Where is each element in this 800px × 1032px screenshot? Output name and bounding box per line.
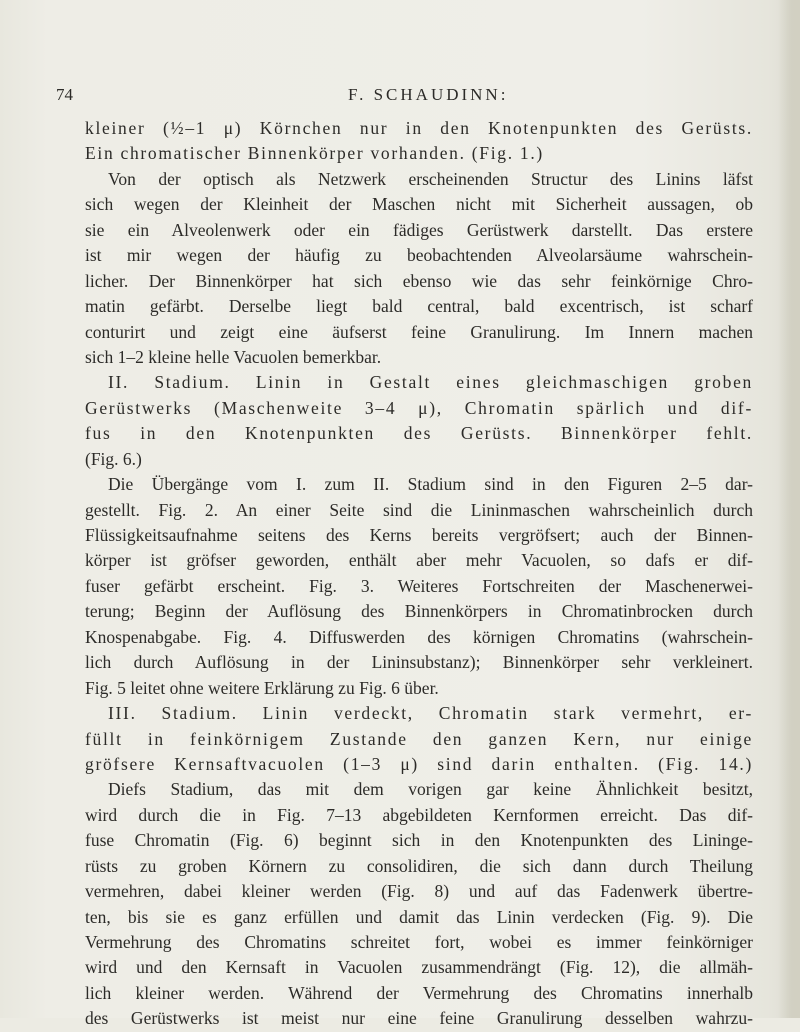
- running-head: F. SCHAUDINN:: [348, 85, 509, 104]
- text-line: des Gerüstwerks ist meist nur eine feine Granulirung desselben wahrzu-: [85, 1008, 753, 1029]
- text-line: Ein chromatischer Binnenkörper vorhanden. (Fig. 1.): [85, 143, 544, 164]
- text-line: terung; Beginn der Auflösung des Binnenkörpers in Chromatinbrocken durch: [85, 601, 753, 622]
- page-edge-shadow: [778, 0, 800, 1018]
- text-line: kleiner (½–1 μ) Körnchen nur in den Knotenpunkten des Gerüsts.: [85, 118, 753, 138]
- text-line: sie ein Alveolenwerk oder ein fädiges Gerüstwerk darstellt. Das erstere: [85, 219, 753, 240]
- text-line: Flüssigkeitsaufnahme seitens des Kerns bereits vergröfsert; auch der Binnen-: [85, 525, 753, 545]
- text-line: Diefs Stadium, das mit dem vorigen gar keine Ähnlichkeit besitzt,: [108, 779, 753, 800]
- text-line: Knospenabgabe. Fig. 4. Diffuswerden des körnigen Chromatins (wahrschein-: [85, 626, 753, 647]
- text-line: fuser gefärbt erscheint. Fig. 3. Weiteres Fortschreiten der Maschenerwei-: [85, 575, 753, 596]
- text-line: füllt in feinkörnigem Zustande den ganzen Kern, nur einige: [85, 728, 753, 749]
- text-line: gestellt. Fig. 2. An einer Seite sind die Lininmaschen wahrscheinlich durch: [85, 499, 753, 520]
- body-text: [85, 116, 753, 1032]
- text-line: sich 1–2 kleine helle Vacuolen bemerkbar.: [85, 346, 382, 367]
- text-line: wird durch die in Fig. 7–13 abgebildeten Kernformen erreicht. Das dif-: [85, 804, 753, 825]
- text-line: conturirt und zeigt eine äufserst feine Granulirung. Im Innern machen: [85, 321, 753, 342]
- text-line: Von der optisch als Netzwerk erscheinenden Structur des Linins läfst: [108, 168, 753, 189]
- text-line: ten, bis sie es ganz erfüllen und damit das Linin verdecken (Fig. 9). Die: [85, 906, 753, 927]
- text-line: sich wegen der Kleinheit der Maschen nicht mit Sicherheit aussagen, ob: [85, 194, 753, 215]
- text-line: Gerüstwerks (Maschenweite 3–4 μ), Chromatin spärlich und dif-: [85, 397, 753, 418]
- text-line: licher. Der Binnenkörper hat sich ebenso wie das sehr feinkörnige Chro-: [85, 270, 753, 291]
- text-line: fuse Chromatin (Fig. 6) beginnt sich in den Knotenpunkten des Lininge-: [85, 830, 753, 851]
- text-line: vermehren, dabei kleiner werden (Fig. 8) und auf das Fadenwerk übertre-: [85, 881, 753, 902]
- text-line: matin gefärbt. Derselbe liegt bald central, bald excentrisch, ist scharf: [85, 296, 753, 317]
- text-line: gröfsere Kernsaftvacuolen (1–3 μ) sind darin enthalten. (Fig. 14.): [85, 753, 753, 774]
- page-header: [56, 85, 756, 107]
- text-line: Vermehrung des Chromatins schreitet fort, wobei es immer feinkörniger: [85, 932, 753, 952]
- text-line: ist mir wegen der häufig zu beobachtenden Alveolarsäume wahrschein-: [85, 245, 753, 266]
- text-line: wird und den Kernsaft in Vacuolen zusammendrängt (Fig. 12), die allmäh-: [85, 957, 753, 978]
- page-number: 74: [56, 85, 73, 104]
- text-line: körper ist gröfser geworden, enthält aber mehr Vacuolen, so dafs er dif-: [85, 550, 753, 571]
- text-line: lich kleiner werden. Während der Vermehrung des Chromatins innerhalb: [85, 982, 753, 1003]
- text-line: Die Übergänge vom I. zum II. Stadium sind in den Figuren 2–5 dar-: [108, 474, 753, 495]
- text-line: (Fig. 6.): [85, 448, 142, 469]
- text-line-stage-heading: II. Stadium. Linin in Gestalt eines gleichmaschigen groben: [108, 372, 753, 393]
- text-line: fus in den Knotenpunkten des Gerüsts. Binnenkörper fehlt.: [85, 423, 753, 444]
- text-line: Fig. 5 leitet ohne weitere Erklärung zu Fig. 6 über.: [85, 677, 439, 698]
- text-line: lich durch Auflösung in der Lininsubstanz); Binnenkörper sehr verkleinert.: [85, 652, 753, 673]
- text-line: rüsts zu groben Körnern zu consolidiren, die sich dann durch Theilung: [85, 855, 753, 876]
- text-line-stage-heading: III. Stadium. Linin verdeckt, Chromatin stark vermehrt, er-: [108, 703, 753, 724]
